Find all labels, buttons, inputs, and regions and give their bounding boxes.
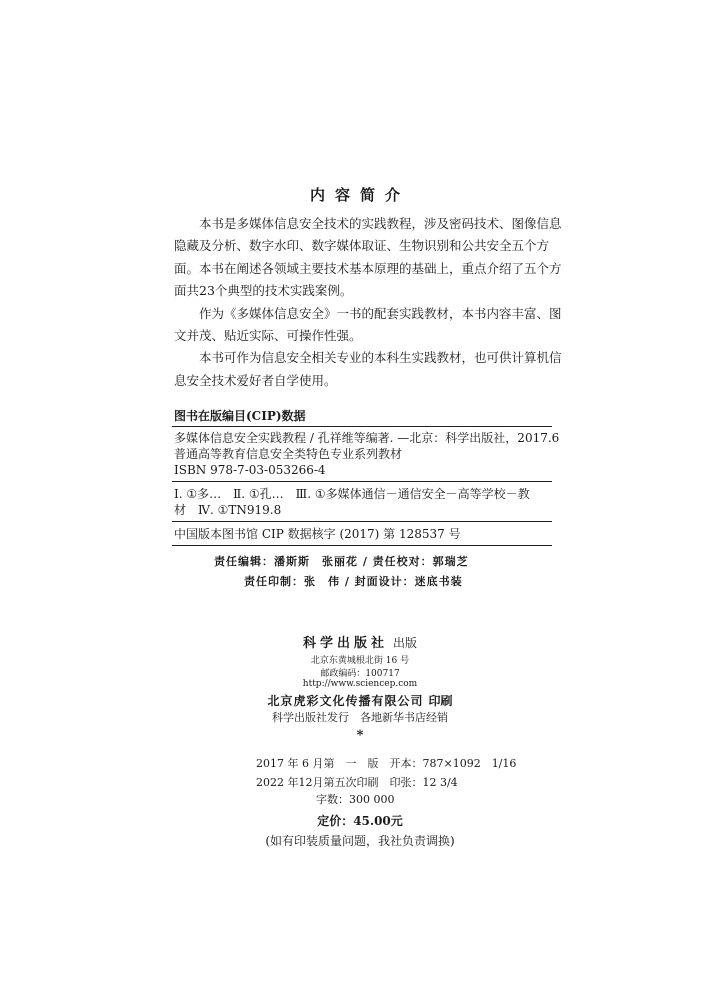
distribution-line: 科学出版社发行 各地新华书店经销 — [272, 711, 448, 724]
cip-rule — [172, 481, 552, 482]
publisher-url: http://www.sciencep.com — [302, 679, 418, 689]
cip-top-rule — [172, 426, 552, 427]
editor-credits: 责任编辑：潘斯斯 张丽花 / 责任校对：郭瑞芝 — [214, 555, 469, 568]
cip-heading: 图书在版编目(CIP)数据 — [174, 409, 306, 423]
cip-bottom-rule — [172, 545, 552, 546]
publisher-postcode: 邮政编码：100717 — [320, 669, 400, 679]
printer-name: 北京虎彩文化传播有限公司 — [267, 694, 424, 708]
price: 定价：45.00元 — [317, 814, 403, 828]
cip-rule — [172, 521, 552, 522]
publisher-address: 北京东黄城根北街 16 号 — [310, 656, 410, 666]
intro-paragraph: 本书是多媒体信息安全技术的实践教程，涉及密码技术、图像信息隐藏及分析、数字水印、数字媒体取证、生物识别和公共安全五个方面。本书在阐述各领域主要技术基本原理的基础上，重点介绍了五个方面共23个典型的技术实践案例。 — [174, 216, 562, 299]
intro-paragraph: 本书可作为信息安全相关专业的本科生实践教材，也可供计算机信息安全技术爱好者自学使用。 — [174, 350, 562, 388]
intro-title: 内容简介 — [309, 186, 410, 204]
publisher-line — [0, 632, 720, 651]
cip-line-citation: 多媒体信息安全实践教程 / 孔祥维等编著. —北京：科学出版社，2017.6 — [174, 431, 560, 445]
cip-isbn: ISBN 978-7-03-053266-4 — [174, 463, 326, 477]
cip-number: 中国版本图书馆 CIP 数据核字 (2017) 第 128537 号 — [174, 527, 461, 541]
cip-line-series: 普通高等教育信息安全类特色专业系列教材 — [174, 447, 403, 461]
intro-paragraph: 作为《多媒体信息安全》一书的配套实践教材，本书内容丰富、图文并茂、贴近实际、可操作性强。 — [174, 305, 562, 344]
printer-line — [0, 690, 720, 709]
edition-line: 2017 年 6 月第 一 版 开本：787×1092 1/16 — [256, 757, 517, 770]
publisher-name: 科学出版社 — [302, 636, 388, 651]
cip-classification: 材 Ⅳ. ①TN919.8 — [174, 503, 282, 517]
cip-classification: Ⅰ. ①多… Ⅱ. ①孔… Ⅲ. ①多媒体通信－通信安全－高等学校－教 — [174, 487, 530, 501]
intro-body — [174, 213, 564, 392]
word-count: 字数：300 000 — [316, 793, 395, 806]
star-separator: * — [356, 728, 364, 743]
production-credits: 责任印制：张 伟 / 封面设计：迷底书装 — [244, 575, 463, 588]
printer-suffix: 印刷 — [428, 694, 453, 708]
printing-line: 2022 年12月第五次印刷 印张：12 3/4 — [256, 776, 458, 789]
publisher-suffix: 出版 — [393, 636, 418, 650]
quality-notice: (如有印装质量问题，我社负责调换) — [265, 834, 455, 848]
